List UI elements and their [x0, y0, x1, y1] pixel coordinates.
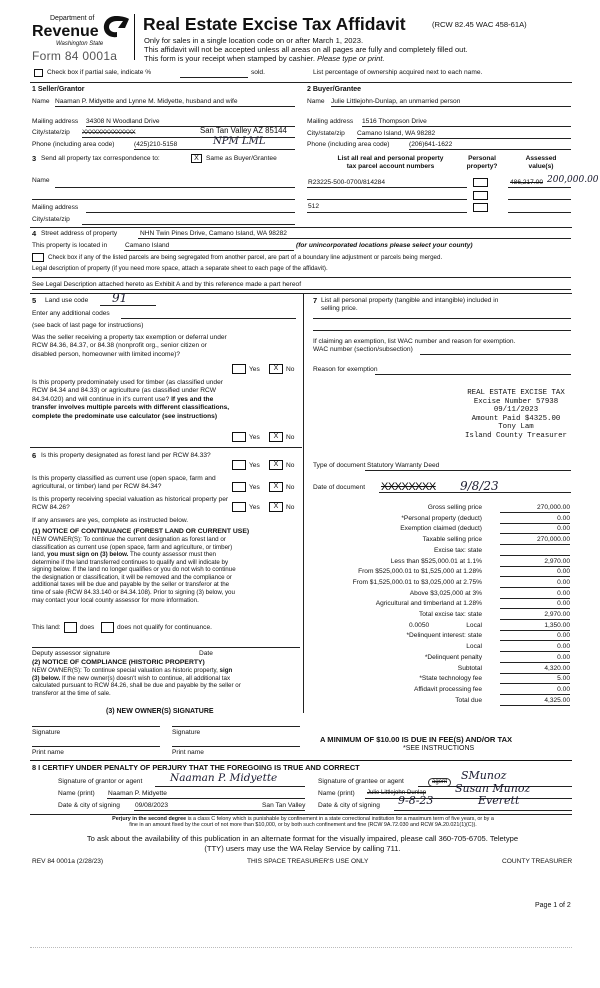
buyer-phone-label: Phone (including area code)	[307, 141, 390, 148]
q-exempt-yes-checkbox[interactable]	[232, 364, 246, 374]
form-id: Form 84 0001a	[32, 49, 118, 63]
q-historic: Is this property receiving special valuation as historical property per RCW 84.26?	[32, 496, 229, 512]
tax-row-value[interactable]: 270,000.00	[500, 504, 570, 513]
same-as-buyer-label: Same as Buyer/Grantee	[206, 155, 277, 162]
partial-sale-label: Check box if partial sale, indicate %	[47, 69, 152, 76]
deputy-date-label: Date	[199, 650, 213, 657]
grantor-sig-label: Signature of grantor or agent	[58, 778, 143, 785]
tax-row-label: Subtotal	[457, 664, 482, 672]
seller-name-label: Name	[32, 98, 50, 105]
personal-2-checkbox[interactable]	[473, 191, 488, 200]
personal-1-checkbox[interactable]	[473, 178, 488, 187]
grantor-city[interactable]: San Tan Valley	[262, 802, 306, 809]
see-instructions: *SEE INSTRUCTIONS	[403, 745, 475, 752]
buyer-name-line	[331, 106, 571, 107]
q-forest-yes: Yes	[249, 462, 260, 469]
rev-number: REV 84 0001a (2/28/23)	[32, 858, 104, 865]
q-historic-no: No	[286, 504, 295, 511]
tax-row-value[interactable]: 1,350.00	[500, 622, 570, 631]
s3-mailing-line	[86, 212, 295, 213]
assessed-1-line	[508, 187, 571, 188]
assessed-3-line	[508, 212, 571, 213]
tax-row-label: Local	[466, 621, 482, 629]
see-back: (see back of last page for instructions)	[32, 322, 144, 329]
tax-row-label: Local	[466, 643, 482, 651]
q-forest: Is this property designated as forest land per RCW 84.33?	[41, 452, 211, 459]
divider-s8	[30, 760, 572, 761]
tax-row-value[interactable]: 0.00	[500, 600, 570, 609]
seller-city[interactable]: San Tan Valley AZ 85144	[200, 126, 287, 135]
grantee-city[interactable]: Everett	[478, 794, 520, 807]
notice2-title: (2) NOTICE OF COMPLIANCE (HISTORIC PROPERTY)	[32, 659, 205, 666]
tax-row-label: *Delinquent interest: state	[406, 632, 482, 640]
buyer-mailing[interactable]: 1516 Thompson Drive	[362, 118, 427, 125]
divider-s4	[30, 227, 572, 228]
section8-heading: 8 I CERTIFY UNDER PENALTY OF PERJURY THAT THE FOREGOING IS TRUE AND CORRECT	[32, 763, 360, 772]
tax-row-value[interactable]: 5.00	[500, 675, 570, 684]
q-timber-no-checkbox[interactable]: X	[269, 432, 283, 442]
form-rcw: (RCW 82.45 WAC 458-61A)	[432, 20, 527, 29]
same-as-buyer-checkbox[interactable]: X	[191, 154, 202, 163]
buyer-mailing-label: Mailing address	[307, 118, 354, 125]
seller-name-line	[55, 106, 295, 107]
treasurer-only: THIS SPACE TREASURER'S USE ONLY	[247, 858, 369, 865]
grantee-name[interactable]: Susan Munoz	[455, 782, 531, 795]
land-use-label: Land use code	[45, 297, 89, 304]
seller-phone[interactable]: (425)210-5158	[134, 141, 178, 148]
tax-row-label: Gross selling price	[427, 504, 482, 511]
header-line2: This affidavit will not be accepted unless all areas on all pages are fully and completely filled out.	[144, 45, 468, 54]
land-use-value[interactable]: 91	[112, 291, 128, 305]
buyer-city-line	[357, 138, 571, 139]
logo-state: Washington State	[56, 41, 104, 47]
tax-row-label: Total excise tax: state	[418, 611, 482, 618]
doc-date-label: Date of document	[313, 484, 366, 491]
tax-row-value[interactable]: 0.00	[500, 515, 570, 524]
s3-mailing-label: Mailing address	[32, 204, 79, 211]
tax-row-value[interactable]: 4,325.00	[500, 697, 570, 706]
buyer-city[interactable]: Camano Island, WA 98282	[357, 130, 436, 137]
s3-blank-line	[32, 199, 295, 200]
tax-row-label: Above $3,025,000 at 3%	[409, 589, 482, 597]
does-not-label: does not qualify for continuance.	[117, 624, 212, 631]
located-label: This property is located in	[32, 242, 108, 249]
q-timber: Is this property predominately used for timber (as classified under RCW 84.34 and 84.33) or agriculture (as classified under RCW 84.34.020) and will continue in it's current use? If yes and the transfer involves multiple parcels with different classifications, complete the predominate use calculator (see instructions)	[32, 379, 230, 420]
s3-city-label: City/state/zip	[32, 216, 70, 223]
doc-date-line	[379, 492, 571, 493]
parcel-1-line	[307, 187, 467, 188]
doc-type[interactable]: Statutory Warranty Deed	[367, 462, 440, 469]
grantee-date[interactable]: 9-8-23	[398, 794, 434, 807]
q-forest-no-checkbox[interactable]: X	[269, 460, 283, 470]
revenue-swirl-icon	[102, 15, 130, 39]
header-line1: Only for sales in a single location code on or after March 1, 2023.	[144, 36, 364, 45]
doc-type-line	[365, 470, 571, 471]
grantee-name-label: Name (print)	[318, 790, 355, 797]
header-line3: This form is your receipt when stamped by cashier. Please type or print.	[144, 54, 385, 63]
additional-codes-label: Enter any additional codes	[32, 310, 110, 317]
section7-heading: 7	[313, 296, 318, 305]
tax-row-value[interactable]: 0.00	[500, 579, 570, 588]
q-exempt: Was the seller receiving a property tax exemption or deferral under RCW 84.36, 84.37, or 84.38 (nonprofit org., senior citizen or disabled person, homeowner with limited income)?	[32, 334, 227, 358]
exempt-text: If claiming an exemption, list WAC number and reason for exemption. WAC number (section/subsection)	[313, 338, 516, 353]
grantee-signature[interactable]: SMunoz	[461, 769, 507, 782]
q-forest-yes-checkbox[interactable]	[232, 460, 246, 470]
partial-pct-line	[180, 77, 248, 78]
does-not-checkbox[interactable]	[101, 622, 114, 633]
assessed-1-new[interactable]: 200,000.00	[547, 175, 599, 185]
s7-line-1	[313, 318, 571, 319]
tax-row-label: *Delinquent penalty	[424, 653, 482, 661]
tax-row-label: *Personal property (deduct)	[401, 514, 482, 522]
tax-row-label: Taxable selling price	[422, 536, 482, 544]
grantor-name[interactable]: Naaman P. Midyette	[108, 790, 167, 797]
seller-mailing[interactable]: 34308 N Woodland Drive	[86, 118, 160, 125]
grantee-name-line	[365, 798, 572, 799]
minimum-note: A MINIMUM OF $10.00 IS DUE IN FEE(S) AND/OR TAX	[320, 735, 513, 744]
divider-footer	[30, 814, 572, 815]
legal-label: Legal description of property (if you need more space, attach a separate sheet to each page of the affidavit).	[32, 265, 328, 272]
street-value[interactable]: NHN Twin Pines Drive, Camano Island, WA 98282	[140, 230, 287, 237]
assessed-1-struck: 486,217.00	[510, 179, 544, 186]
section5-heading: 5	[32, 296, 37, 305]
land-use-line	[100, 305, 156, 306]
owner-print-label-2: Print name	[172, 749, 204, 756]
buyer-name[interactable]: Julie Littlejohn-Dunlap, an unmarried person	[331, 98, 461, 105]
seller-initials: NPM LML	[213, 136, 266, 147]
tax-row-label: Agricultural and timberland at 1.28%	[375, 600, 482, 608]
tax-row-value[interactable]: 2,970.00	[500, 558, 570, 567]
legal-blank-line	[32, 277, 571, 278]
q-historic-yes-checkbox[interactable]	[232, 502, 246, 512]
s7-line-2	[313, 330, 571, 331]
owner-signature-label-2: Signature	[172, 729, 201, 736]
tax-row-value[interactable]: 270,000.00	[500, 536, 570, 545]
q-timber-yes-checkbox[interactable]	[232, 432, 246, 442]
deputy-label: Deputy assessor signature	[32, 650, 111, 657]
street-line	[138, 238, 571, 239]
q-historic-no-checkbox[interactable]: X	[269, 502, 283, 512]
notice1-body: NEW OWNER(S): To continue the current designation as forest land or classification as current use (open space, farm and agriculture, or timber) land, you must sign on (3) below. The county assessor must then determine if the land transferred continues to qualify and will indicate by signing below. If the land no longer qualifies or you do not wish to continue the designation or classification, it will be removed and the compliance or additional taxes will be due and payable by the seller or transferor at the time of sale (RCW 84.33.140 or 84.34.108). Prior to signing (3) below, you may contact your local county assessor for more information.	[32, 536, 236, 604]
doc-date[interactable]: 9/8/23	[460, 479, 499, 493]
if-yes-note: If any answers are yes, complete as instructed below.	[32, 517, 189, 524]
q-timber-yes: Yes	[249, 434, 260, 441]
q-current-no: No	[286, 484, 295, 491]
form-title: Real Estate Excise Tax Affidavit	[143, 14, 406, 34]
partial-sale-checkbox[interactable]	[34, 69, 43, 77]
parcel-head: List all real and personal property tax parcel account numbers	[337, 155, 444, 170]
county-treasurer: COUNTY TREASURER	[502, 858, 573, 865]
parcel-3-line	[307, 212, 467, 213]
deputy-line	[32, 647, 300, 648]
grantor-date[interactable]: 09/08/2023	[135, 802, 169, 809]
owner-print-line-2	[172, 746, 300, 747]
grantor-date-label: Date & city of signing	[58, 802, 120, 809]
buyer-name-label: Name	[307, 98, 325, 105]
does-label: does	[80, 624, 95, 631]
tax-row-label: Total due	[455, 696, 482, 704]
seller-phone-label: Phone (including area code)	[32, 141, 115, 148]
located-line	[124, 250, 294, 251]
grantor-sig-line	[155, 786, 305, 787]
doc-date-struck: XXXXXXXX	[381, 481, 436, 493]
grantee-date-line	[394, 810, 572, 811]
located-value[interactable]: Camano Island	[125, 242, 170, 249]
owner-sig-line-2	[172, 726, 300, 727]
buyer-heading: 2 Buyer/Grantee	[307, 86, 362, 93]
grantee-date-label: Date & city of signing	[318, 802, 380, 809]
grantee-name-struck: Julie Littlejohn-Dunlap	[367, 790, 427, 796]
seller-city-struck: XXXXXXXXXXXXXX	[82, 129, 136, 136]
section6-heading: 6	[32, 451, 37, 460]
section4-heading: 4	[32, 229, 37, 238]
reason-label: Reason for exemption	[313, 366, 378, 373]
parcel-1[interactable]: R23225-500-0700/814284	[308, 179, 385, 186]
section7-text: List all personal property (tangible and intangible) included in selling price.	[321, 297, 499, 312]
notice2-body: NEW OWNER(S): To continue special valuation as historic property, sign (3) below. If the new owner(s) doesn't wish to continue, all additional tax calculated pursuant to RCW 84.26, shall be due and payable by the seller or transferor at the time of sale.	[32, 667, 241, 697]
grantor-name-label: Name (print)	[58, 790, 95, 797]
q-exempt-no: No	[286, 366, 295, 373]
local-rate: 0.0050	[409, 621, 430, 629]
tax-row-label: *State technology fee	[419, 675, 482, 683]
assessed-2-line	[508, 199, 571, 200]
grantee-sig-label: Signature of grantee or agent	[318, 778, 404, 785]
street-label: Street address of property	[41, 230, 118, 237]
legal-value[interactable]: See Legal Description attached hereto as Exhibit A and by this reference made a part hereof	[32, 281, 302, 288]
perforation-line	[30, 947, 572, 948]
does-checkbox[interactable]	[64, 622, 77, 633]
list-pct-note: List percentage of ownership acquired next to each name.	[313, 69, 483, 76]
segregated-label: Check box if any of the listed parcels are being segregated from another parcel, are part of a boundary line adjustment or parcels being merged.	[48, 254, 443, 261]
section3-heading: 3	[32, 154, 37, 163]
q-exempt-no-checkbox[interactable]: X	[269, 364, 283, 374]
this-land-label: This land:	[32, 624, 61, 631]
buyer-phone-line	[409, 149, 571, 150]
seller-name[interactable]: Naaman P. Midyette and Lynne M. Midyette, husband and wife	[55, 98, 238, 105]
owner-sig-line-1	[32, 726, 160, 727]
tax-row-label: Excise tax: state	[433, 546, 482, 554]
tax-row-value[interactable]: 2,970.00	[500, 611, 570, 620]
grantee-agent-struck: agent	[428, 778, 451, 787]
logo-dept: Department of	[50, 15, 95, 22]
reason-line	[375, 374, 571, 375]
tax-row-value[interactable]: 0.00	[500, 590, 570, 599]
tax-row-value[interactable]: 0.00	[500, 686, 570, 695]
personal-3-checkbox[interactable]	[473, 203, 488, 212]
segregated-checkbox[interactable]	[32, 253, 44, 262]
wac-line	[420, 354, 571, 355]
owner-print-label-1: Print name	[32, 749, 64, 756]
seller-phone-line	[134, 149, 295, 150]
parcel-3[interactable]: 512	[308, 203, 320, 210]
header-divider	[134, 14, 135, 60]
notice3-title: (3) NEW OWNER(S) SIGNATURE	[106, 708, 214, 715]
partial-sold: sold.	[251, 69, 265, 76]
located-note: (for unincorporated locations please select your county)	[296, 242, 473, 249]
q-forest-no: No	[286, 462, 295, 469]
tax-row-label: Affidavit processing fee	[413, 685, 482, 693]
tax-row-label: Exemption claimed (deduct)	[400, 525, 482, 533]
buyer-mailing-line	[362, 126, 571, 127]
tax-row-value[interactable]: 0.00	[500, 654, 570, 663]
tax-row-label: Less than $525,000.01 at 1.1%	[390, 557, 482, 565]
grantor-signature[interactable]: Naaman P. Midyette	[170, 772, 278, 784]
q-current: Is this property classified as current use (open space, farm and agricultural, or timber) land per RCW 84.34?	[32, 475, 216, 491]
tax-row-value[interactable]: 0.00	[500, 643, 570, 652]
tax-row-value[interactable]: 0.00	[500, 632, 570, 641]
accessibility-text: To ask about the availability of this publication in an alternate format for the visually impaired, please call 360-705-6705. Teletype (TTY) users may use the WA Relay Service by calling 711.	[86, 834, 519, 853]
grantor-date-line	[134, 810, 305, 811]
tax-row-label: From $1,525,000.01 to $3,025,000 at 2.75%	[352, 578, 482, 586]
additional-codes-line	[121, 318, 296, 319]
q-timber-no: No	[286, 434, 295, 441]
tax-row-value[interactable]: 0.00	[500, 568, 570, 577]
q-exempt-yes: Yes	[249, 366, 260, 373]
legal-value-line	[32, 289, 571, 290]
perjury-text: Perjury in the second degree is a class C felony which is punishable by confinement in a state correctional institution for a maximum term of five years, or by a fine in an amount fixed by the court of not more than $10,000, or by both such confinement and fine (RCW 9A.72.030 and RCW 9A.20.021(1)(C)).	[112, 816, 494, 829]
buyer-city-label: City/state/zip	[307, 130, 345, 137]
seller-mailing-label: Mailing address	[32, 118, 79, 125]
q-current-yes-checkbox[interactable]	[232, 482, 246, 492]
s3-name-line	[55, 187, 295, 188]
personal-head: Personal property?	[466, 155, 498, 170]
assessed-head: Assessed value(s)	[525, 155, 557, 170]
q-current-no-checkbox[interactable]: X	[269, 482, 283, 492]
tax-row-value[interactable]: 4,320.00	[500, 665, 570, 674]
treasurer-stamp: REAL ESTATE EXCISE TAX Excise Number 57938 09/11/2023 Amount Paid $4325.00 Tony Lam Island County Treasurer	[464, 389, 567, 440]
q-current-yes: Yes	[249, 484, 260, 491]
tax-row-value[interactable]: 0.00	[500, 525, 570, 534]
owner-print-line-1	[32, 746, 160, 747]
section3-text: Send all property tax correspondence to:	[41, 155, 160, 162]
seller-city-label: City/state/zip	[32, 129, 70, 136]
parcel-2-blank	[307, 199, 467, 200]
logo-revenue: Revenue	[32, 23, 99, 40]
notice1-title: (1) NOTICE OF CONTINUANCE (FOREST LAND OR CURRENT USE)	[32, 528, 250, 535]
q-historic-yes: Yes	[249, 504, 260, 511]
tax-row-value[interactable]	[500, 547, 570, 556]
divider-top	[30, 82, 572, 83]
buyer-phone[interactable]: (206)641-1622	[409, 141, 453, 148]
grantor-name-line	[107, 798, 305, 799]
s3-city-line	[82, 224, 295, 225]
s3-name-label: Name	[32, 177, 50, 184]
page-number: Page 1 of 2	[535, 902, 571, 909]
tax-row-label: From $525,000.01 to $1,525,000 at 1.28%	[358, 568, 482, 576]
divider-s6	[30, 447, 302, 448]
seller-heading: 1 Seller/Grantor	[32, 86, 85, 93]
doc-type-label: Type of document	[313, 462, 366, 469]
owner-signature-label-1: Signature	[32, 729, 61, 736]
